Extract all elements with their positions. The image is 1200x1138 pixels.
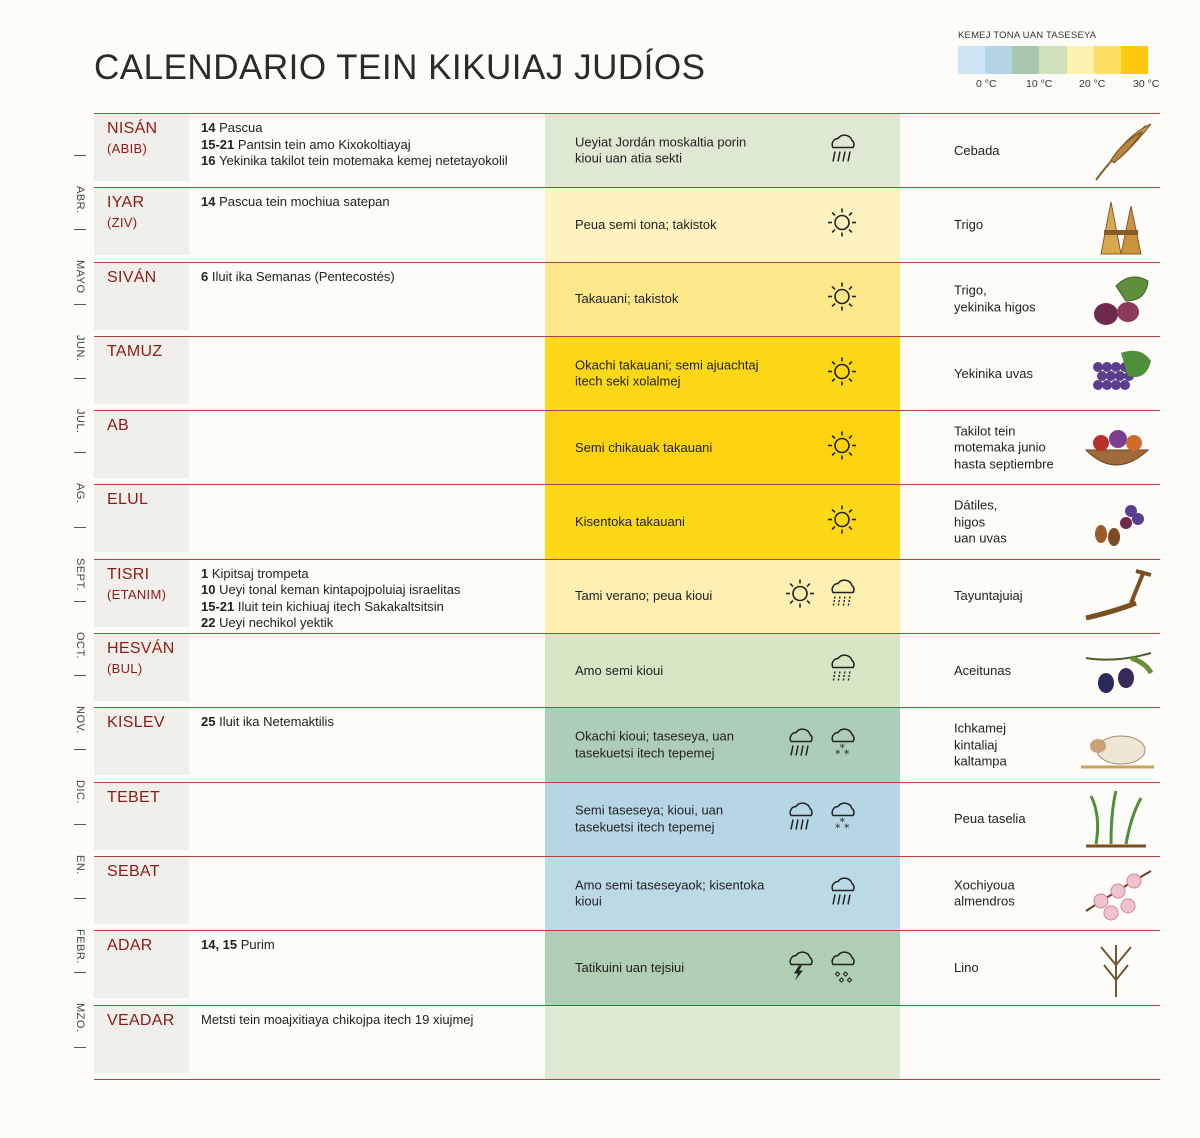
climate-text: Tami verano; peua kioui [575,588,713,604]
month-name-cell [94,188,189,255]
crop-text: Peua taselia [954,811,1026,827]
climate-cell [545,485,900,558]
weather-icons [782,947,860,988]
gregorian-month-label: JUL. [74,408,86,434]
climate-cell [545,857,900,930]
month-row [94,707,1160,781]
climate-cell [545,337,900,410]
event-item: 25 Iluit ika Netemaktilis [201,714,334,730]
month-row [94,410,1160,484]
month-row [94,187,1160,261]
month-alt-name: (ABIB) [107,141,148,156]
sun-icon [782,576,818,617]
event-item: 10 Ueyi tonal keman kintapojpoluiaj israelitas [201,582,461,598]
almond-blossom-icon [1076,861,1156,927]
crop-text: Trigo, yekinika higos [954,282,1036,315]
month-name: ADAR [107,937,153,955]
month-name-cell [94,411,189,478]
event-item: 15-21 Iluit tein kichiuaj itech Sakakaltsitsin [201,598,444,614]
weather-icons [824,502,860,543]
month-alt-name: (BUL) [107,661,143,677]
climate-cell [545,783,900,856]
event-item: 14, 15 Purim [201,937,275,953]
climate-cell [545,188,900,261]
gregorian-month-label: SEPT. [74,557,86,591]
month-name-cell [94,114,189,181]
crop-text: Aceitunas [954,662,1012,678]
month-name-cell [94,931,189,998]
month-name-cell [94,263,189,330]
month-row [94,559,1160,633]
svg-text:*: * [839,741,845,755]
sun-icon [824,427,860,468]
wheat-sheaf-icon [1076,192,1156,258]
month-name-cell [94,560,189,627]
legend-swatch [985,46,1012,74]
month-row [94,856,1160,930]
svg-text:*: * [844,821,850,835]
weather-icons [824,204,860,245]
month-name: AB [107,417,129,435]
weather-icons [824,353,860,394]
crop-text: Ichkamej kintaliaj kaltampa [954,720,1007,769]
legend-label-30: 30 °C [1133,78,1160,90]
month-name: HESVÁN [107,640,175,658]
month-divider-tick [74,601,86,602]
gregorian-month-label: OCT. [74,631,86,659]
climate-text: Ueyiat Jordán moskaltia porin kioui uan atia sekti [575,134,747,166]
table-bottom-rule [94,1079,1160,1080]
weather-icons [782,576,860,617]
legend-swatch [958,46,985,74]
figs-icon [1076,266,1156,332]
events-list [201,1012,541,1029]
month-divider-tick [74,378,86,379]
month-divider-tick [74,749,86,750]
crop-text: Yekinika uvas [954,365,1034,381]
temperature-legend [958,30,1168,94]
climate-text: Amo semi taseseyaok; kisentoka kioui [575,877,765,909]
climate-cell [545,263,900,336]
month-row [94,484,1160,558]
month-name-cell [94,337,189,404]
legend-swatch [1067,46,1094,74]
snow-icon [824,799,860,840]
rain-icon [824,873,860,914]
month-name: SEBAT [107,862,160,880]
weather-icons [824,873,860,914]
month-name: KISLEV [107,714,165,732]
climate-text: Kisentoka takauani [575,513,685,529]
climate-text: Peua semi tona; takistok [575,216,717,232]
snow-icon [824,725,860,766]
events-list [201,269,541,286]
gregorian-month-sidebar [72,150,88,1060]
plow-icon [1076,563,1156,629]
month-name-cell [94,783,189,850]
weather-icons [782,799,860,840]
thunder-icon [782,947,818,988]
climate-text: Semi taseseya; kioui, uan tasekuetsi itech tepemej [575,802,724,835]
legend-title: KEMEJ TONA UAN TASESEYA [958,30,1097,41]
crop-text: Lino [954,959,979,975]
climate-cell [545,931,900,1004]
climate-text: Semi chikauak takauani [575,439,713,455]
events-list [201,937,541,954]
crop-text: Dátiles, higos uan uvas [954,497,1007,546]
legend-label-0: 0 °C [976,78,997,90]
event-item: 6 Iluit ika Semanas (Pentecostés) [201,268,395,284]
month-name-cell [94,857,189,924]
climate-text: Amo semi kioui [575,662,664,678]
legend-label-20: 20 °C [1079,78,1106,90]
crop-text: Takilot tein motemaka junio hasta septiembre [954,423,1054,472]
month-divider-tick [74,452,86,453]
event-item: 1 Kipitsaj trompeta [201,565,309,581]
events-list [201,120,541,170]
climate-cell [545,411,900,484]
event-item: Metsti tein moajxitiaya chikojpa itech 19 xiujmej [201,1011,474,1027]
weather-icons [824,427,860,468]
legend-label-10: 10 °C [1026,78,1053,90]
page-title: CALENDARIO TEIN KIKUIAJ JUDÍOS [94,48,706,87]
month-name-cell [94,708,189,775]
month-alt-name: (ZIV) [107,215,138,231]
svg-text:*: * [844,747,850,761]
month-row [94,633,1160,707]
month-divider-tick [74,824,86,825]
month-divider-tick [74,229,86,230]
svg-text:*: * [835,821,841,835]
month-name: TEBET [107,788,161,806]
fruit-basket-icon [1076,415,1156,481]
gregorian-month-label: EN. [74,854,86,875]
month-name: NISÁN [107,120,158,137]
crop-text: Trigo [954,216,984,232]
events-list [201,194,541,211]
month-name: VEADAR [107,1011,175,1029]
sun-icon [824,502,860,543]
month-divider-tick [74,1047,86,1048]
weather-icons [824,130,860,171]
drizzle-icon [824,650,860,691]
dates-icon [1076,489,1156,555]
weather-icons [782,725,860,766]
sun-icon [824,279,860,320]
rain-icon [782,799,818,840]
month-name-cell [94,634,189,701]
month-name: SIVÁN [107,268,157,286]
month-divider-tick [74,675,86,676]
calendar-table [94,113,1160,1080]
gregorian-month-label: NOV. [74,706,86,734]
events-list [201,566,541,632]
drizzle-icon [824,576,860,617]
legend-swatch [1012,46,1039,74]
rain-icon [824,130,860,171]
month-row [94,113,1160,187]
month-alt-name: (ETANIM) [107,586,167,602]
crop-text: Cebada [954,142,1000,158]
legend-labels [958,78,1168,94]
month-divider-tick [74,527,86,528]
month-row [94,782,1160,856]
sun-icon [824,204,860,245]
month-name: TAMUZ [107,342,163,360]
svg-text:*: * [839,815,845,829]
month-divider-tick [74,898,86,899]
gregorian-month-label: MZO. [74,1003,86,1033]
legend-swatch [1121,46,1148,74]
gregorian-month-label: MAYO [74,260,86,294]
gregorian-month-label: FEBR. [74,929,86,964]
gregorian-month-label: JUN. [74,334,86,362]
crop-text: Xochiyoua almendros [954,877,1015,909]
rain-icon [782,725,818,766]
flax-icon [1076,935,1156,1001]
gregorian-month-label: DIC. [74,780,86,805]
hail-icon [824,947,860,988]
climate-cell [545,1006,900,1079]
gregorian-month-label: AG. [74,483,86,504]
legend-swatch [1094,46,1121,74]
climate-text: Okachi takauani; semi ajuachtaj itech seki xolalmej [575,357,759,389]
legend-swatch [1039,46,1066,74]
month-name: IYAR [107,194,145,212]
crop-text: Tayuntajuiaj [954,588,1023,604]
month-name-cell [94,1006,189,1073]
olives-icon [1076,638,1156,704]
month-row [94,262,1160,336]
event-item: 14 Pascua [201,120,263,135]
climate-cell [545,634,900,707]
month-row [94,930,1160,1004]
month-name-cell [94,485,189,552]
climate-text: Tatikuini uan tejsiui [575,959,685,975]
event-item: 22 Ueyi nechikol yektik [201,615,334,631]
events-list [201,714,541,731]
month-row [94,1005,1160,1079]
gregorian-month-label: ABR. [74,186,86,214]
sun-icon [824,353,860,394]
legend-color-bar [958,46,1148,74]
event-item: 14 Pascua tein mochiua satepan [201,194,390,210]
month-row [94,336,1160,410]
climate-text: Takauani; takistok [575,290,679,306]
month-divider-tick [74,304,86,305]
month-divider-tick [74,155,86,156]
barley-icon [1076,118,1156,184]
event-item: 16 Yekinika takilot tein motemaka kemej netetayokolil [201,153,508,168]
month-divider-tick [74,972,86,973]
sheep-icon [1076,712,1156,778]
climate-cell [545,708,900,781]
climate-cell [545,114,900,187]
climate-cell [545,560,900,633]
climate-text: Okachi kioui; taseseya, uan tasekuetsi itech tepemej [575,728,734,761]
svg-text:*: * [835,747,841,761]
month-name: ELUL [107,491,149,509]
weather-icons [824,279,860,320]
sprouts-icon [1076,786,1156,852]
event-item: 15-21 Pantsin tein amo Kixokoltiayaj [201,136,411,152]
weather-icons [824,650,860,691]
month-name: TISRI [107,565,150,583]
grapes-icon [1076,341,1156,407]
